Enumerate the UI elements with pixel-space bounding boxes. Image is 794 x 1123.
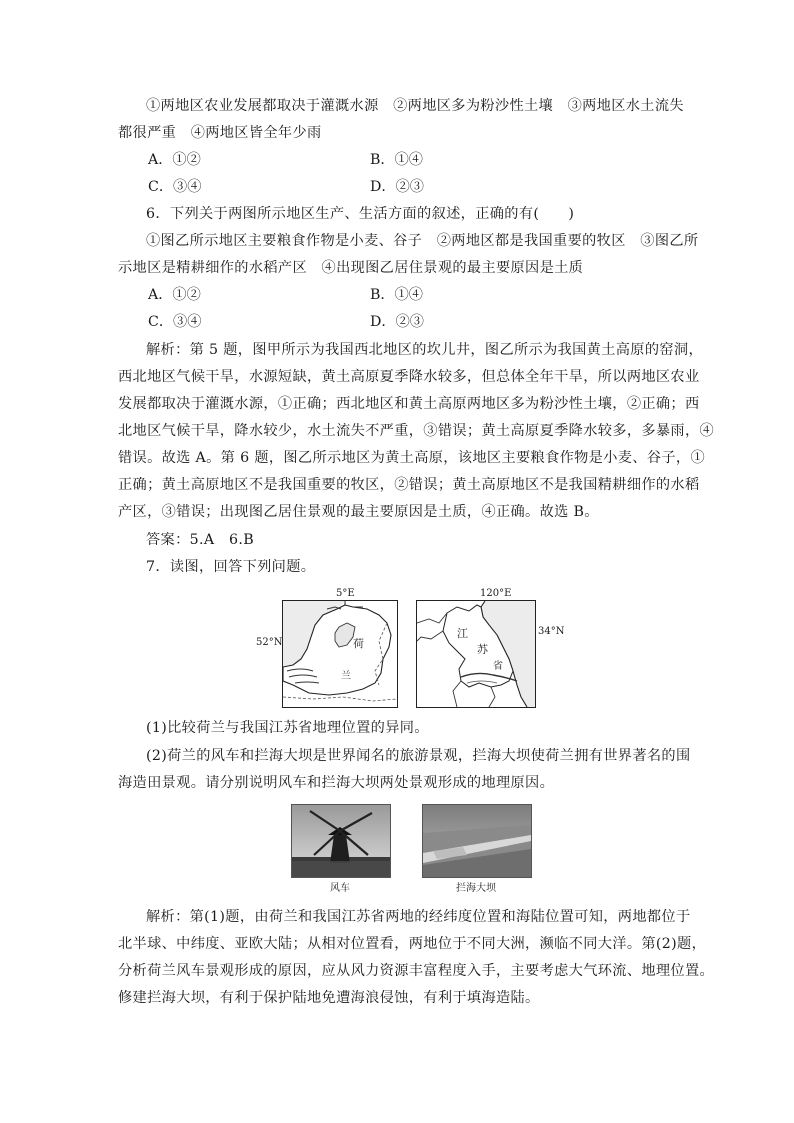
q6-option-d: D．②③ — [370, 314, 424, 330]
analysis7-line: 修建拦海大坝，有利于保护陆地免遭海浪侵蚀，有利于填海造陆。 — [118, 990, 540, 1006]
analysis56-line: 发展都取决于灌溉水源，①正确；西北地区和黄土高原两地区多为粉沙性土壤，②正确；西 — [118, 396, 700, 412]
analysis56-line: 西北地区气候干旱，水源短缺，黄土高原夏季降水较多，但总体全年干旱，所以两地区农业 — [118, 369, 700, 385]
q5-option-b: B．①④ — [370, 152, 423, 168]
q6-statement-line2: 示地区是精耕细作的水稻产区 ④出现图乙居住景观的最主要原因是土质 — [118, 260, 584, 276]
q5-statement-line1: ①两地区农业发展都取决于灌溉水源 ②两地区多为粉沙性土壤 ③两地区水土流失 — [146, 98, 684, 114]
netherlands-map-drawing — [283, 601, 397, 707]
dam-caption: 拦海大坝 — [456, 883, 496, 894]
map2-longitude-label: 120°E — [480, 588, 512, 599]
map1-label-lan: 兰 — [341, 671, 351, 682]
dam-photo — [422, 804, 532, 878]
answer56: 答案：5.A 6.B — [146, 532, 254, 548]
q5-option-a: A．①② — [148, 152, 201, 168]
map2-latitude-label: 34°N — [538, 626, 565, 637]
q6-option-b: B．①④ — [370, 287, 423, 303]
windmill-caption: 风车 — [330, 883, 350, 894]
windmill-photo — [291, 804, 391, 878]
map1-longitude-label: 5°E — [336, 588, 355, 599]
q7-sub2-line2: 海造田景观。请分别说明风车和拦海大坝两处景观形成的地理原因。 — [118, 775, 555, 791]
analysis56-line: 正确；黄土高原地区不是我国重要的牧区，②错误；黄土高原地区不是我国精耕细作的水稻 — [118, 477, 700, 493]
q5-option-d: D．②③ — [370, 179, 424, 195]
analysis56-line: 北地区气候干旱，降水较少，水土流失不严重，③错误；黄土高原夏季降水较多，多暴雨，④ — [118, 423, 715, 439]
netherlands-map — [282, 600, 398, 708]
analysis56-line: 产区，③错误；出现图乙居住景观的最主要原因是土质，④正确。故选 B。 — [118, 504, 599, 520]
q7-sub2-line1: (2)荷兰的风车和拦海大坝是世界闻名的旅游景观，拦海大坝使荷兰拥有世界著名的围 — [146, 748, 691, 764]
q5-option-c: C．③④ — [148, 179, 202, 195]
analysis56-line: 错误。故选 A。第 6 题，图乙所示地区为黄土高原，该地区主要粮食作物是小麦、谷子，① — [118, 450, 705, 466]
q6-option-c: C．③④ — [148, 314, 202, 330]
map1-latitude-label: 52°N — [256, 637, 283, 648]
map1-label-he: 荷 — [353, 637, 364, 650]
q5-statement-line2: 都很严重 ④两地区皆全年少雨 — [118, 125, 322, 141]
q6-stem: 6．下列关于两图所示地区生产、生活方面的叙述，正确的有( ) — [146, 206, 575, 222]
dam-photo-drawing — [423, 805, 531, 877]
map2-label-sheng: 省 — [493, 661, 503, 672]
analysis7-line: 分析荷兰风车景观形成的原因，应从风力资源丰富程度入手，主要考虑大气环流、地理位置。 — [118, 963, 715, 979]
q6-option-a: A．①② — [148, 287, 201, 303]
q6-statement-line1: ①图乙所示地区主要粮食作物是小麦、谷子 ②两地区都是我国重要的牧区 ③图乙所 — [146, 233, 699, 249]
map2-label-su: 苏 — [477, 643, 488, 656]
analysis7-line: 解析：第(1)题，由荷兰和我国江苏省两地的经纬度位置和海陆位置可知，两地都位于 — [146, 909, 691, 925]
q7-sub1: (1)比较荷兰与我国江苏省地理位置的异同。 — [146, 720, 429, 736]
map2-label-jiang: 江 — [457, 627, 468, 640]
jiangsu-map-drawing — [417, 601, 535, 707]
analysis56-line: 解析：第 5 题，图甲所示为我国西北地区的坎儿井，图乙所示为我国黄土高原的窑洞， — [146, 342, 703, 358]
jiangsu-map — [416, 600, 536, 708]
analysis7-line: 北半球、中纬度、亚欧大陆；从相对位置看，两地位于不同大洲，濒临不同大洋。第(2)题， — [118, 936, 707, 952]
q7-stem: 7．读图，回答下列问题。 — [146, 559, 316, 575]
windmill-photo-drawing — [292, 805, 390, 877]
